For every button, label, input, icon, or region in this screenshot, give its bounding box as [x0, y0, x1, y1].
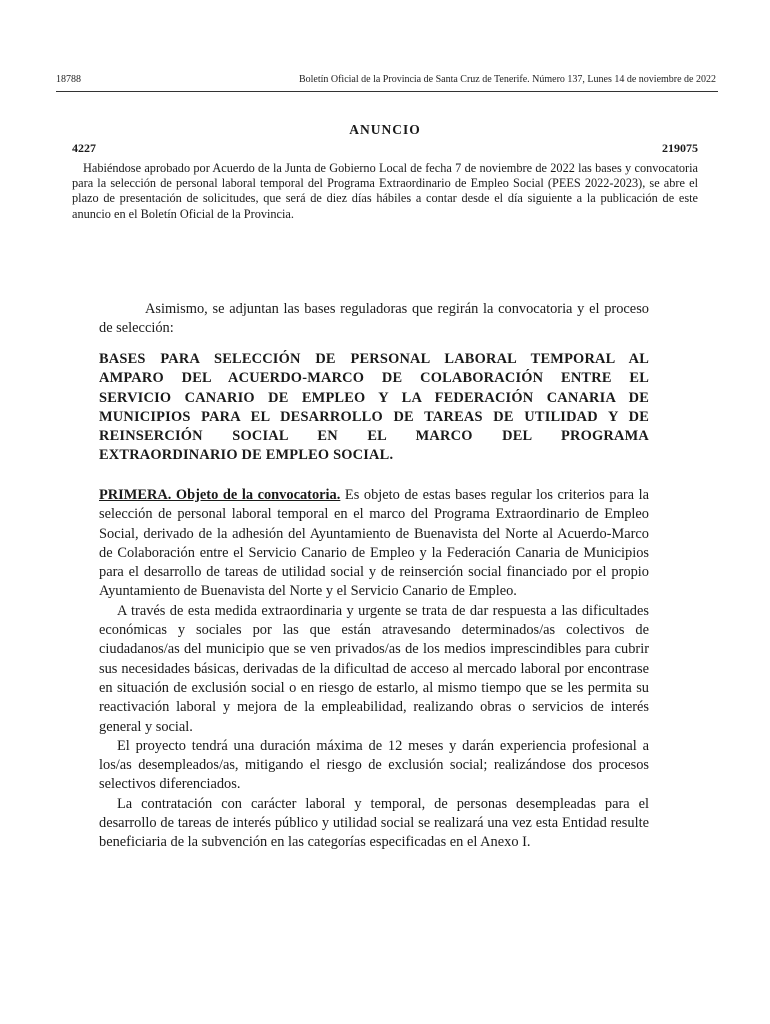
notice-number: 4227 [72, 141, 96, 155]
bases-heading-line: AMPARO DEL ACUERDO-MARCO DE COLABORACIÓN ENTRE EL [99, 370, 649, 387]
notice-title: ANUNCIO [349, 122, 421, 137]
notice-reference: 219075 [662, 141, 698, 155]
page-header [56, 73, 716, 87]
bases-heading [99, 350, 649, 466]
primera-title: PRIMERA. Objeto de la convocatoria. [99, 487, 341, 503]
asimismo-paragraph: Asimismo, se adjuntan las bases reguladoras que regirán la convocatoria y el proceso de selección: [99, 301, 649, 337]
header-divider [56, 91, 718, 92]
bases-heading-line: REINSERCIÓN SOCIAL EN EL MARCO DEL PROGRAMA [99, 428, 649, 445]
bases-heading-line: SERVICIO CANARIO DE EMPLEO Y LA FEDERACIÓN CANARIA DE [99, 389, 649, 406]
bases-heading-line: MUNICIPIOS PARA EL DESARROLLO DE TAREAS DE UTILIDAD Y DE [99, 408, 649, 425]
paragraph-medida: A través de esta medida extraordinaria y urgente se trata de dar respuesta a las dificultades económicas y sociales por las que están atravesando determinados/as colectivos de ciudadanos/as del municipio que se ven privados/as de los medios imprescindibles para cubrir sus necesidades básicas, derivadas de la dificultad de acceso al mercado laboral por encontrase en situación de exclusión social o en riesgo de estarlo, al mismo tiempo que se les permita su reactivación laboral y mejora de la empleabilidad, realizando obras o servicios de interés general y social. [99, 602, 649, 735]
page-number: 18788 [56, 74, 81, 85]
intro-text: Habiéndose aprobado por Acuerdo de la Junta de Gobierno Local de fecha 7 de noviembre de 2022 las bases y convocatoria para la selección de personal laboral temporal del Programa Extraordinario de Empleo Social (PEES 2022-2023), se abre el plazo de presentación de solicitudes, que será de diez días hábiles a contar desde el día siguiente a la publicación de este anuncio en el Boletín Oficial de la Provincia. [72, 161, 698, 221]
publication-title: Boletín Oficial de la Provincia de Santa Cruz de Tenerife. Número 137, Lunes 14 de noviembre de 2022 [298, 74, 716, 85]
bases-heading-line: EXTRAORDINARIO DE EMPLEO SOCIAL. [99, 447, 394, 464]
notice-ids [72, 141, 698, 156]
primera-paragraph [99, 486, 649, 602]
bases-heading-line: BASES PARA SELECCIÓN DE PERSONAL LABORAL TEMPORAL AL [99, 351, 649, 367]
primera-section [99, 486, 649, 853]
paragraph-contratacion: La contratación con carácter laboral y temporal, de personas desempleadas para el desarrollo de tareas de interés público y utilidad social se realizará una vez esta Entidad resulte beneficiaria de la subvención en las categorías especificadas en el Anexo I. [99, 795, 649, 851]
notice-intro [72, 161, 698, 222]
paragraph-duracion: El proyecto tendrá una duración máxima de 12 meses y darán experiencia profesional a los/as desempleados/as, mitigando el riesgo de exclusión social; realizándose dos procesos selectivos diferenciados. [99, 737, 649, 793]
primera-text: Es objeto de estas bases regular los criterios para la selección de personal laboral temporal en el marco del Programa Extraordinario de Empleo Social, derivado de la adhesión del Ayuntamiento de Buenavista del Norte al Acuerdo-Marco de Colaboración entre el Servicio Canario de Empleo y la Federación Canaria de Municipios para el desarrollo de tareas de utilidad social y de reinserción social financiado por el propio Ayuntamiento de Buenavista del Norte y el Servicio Canario de Empleo. [99, 487, 649, 600]
